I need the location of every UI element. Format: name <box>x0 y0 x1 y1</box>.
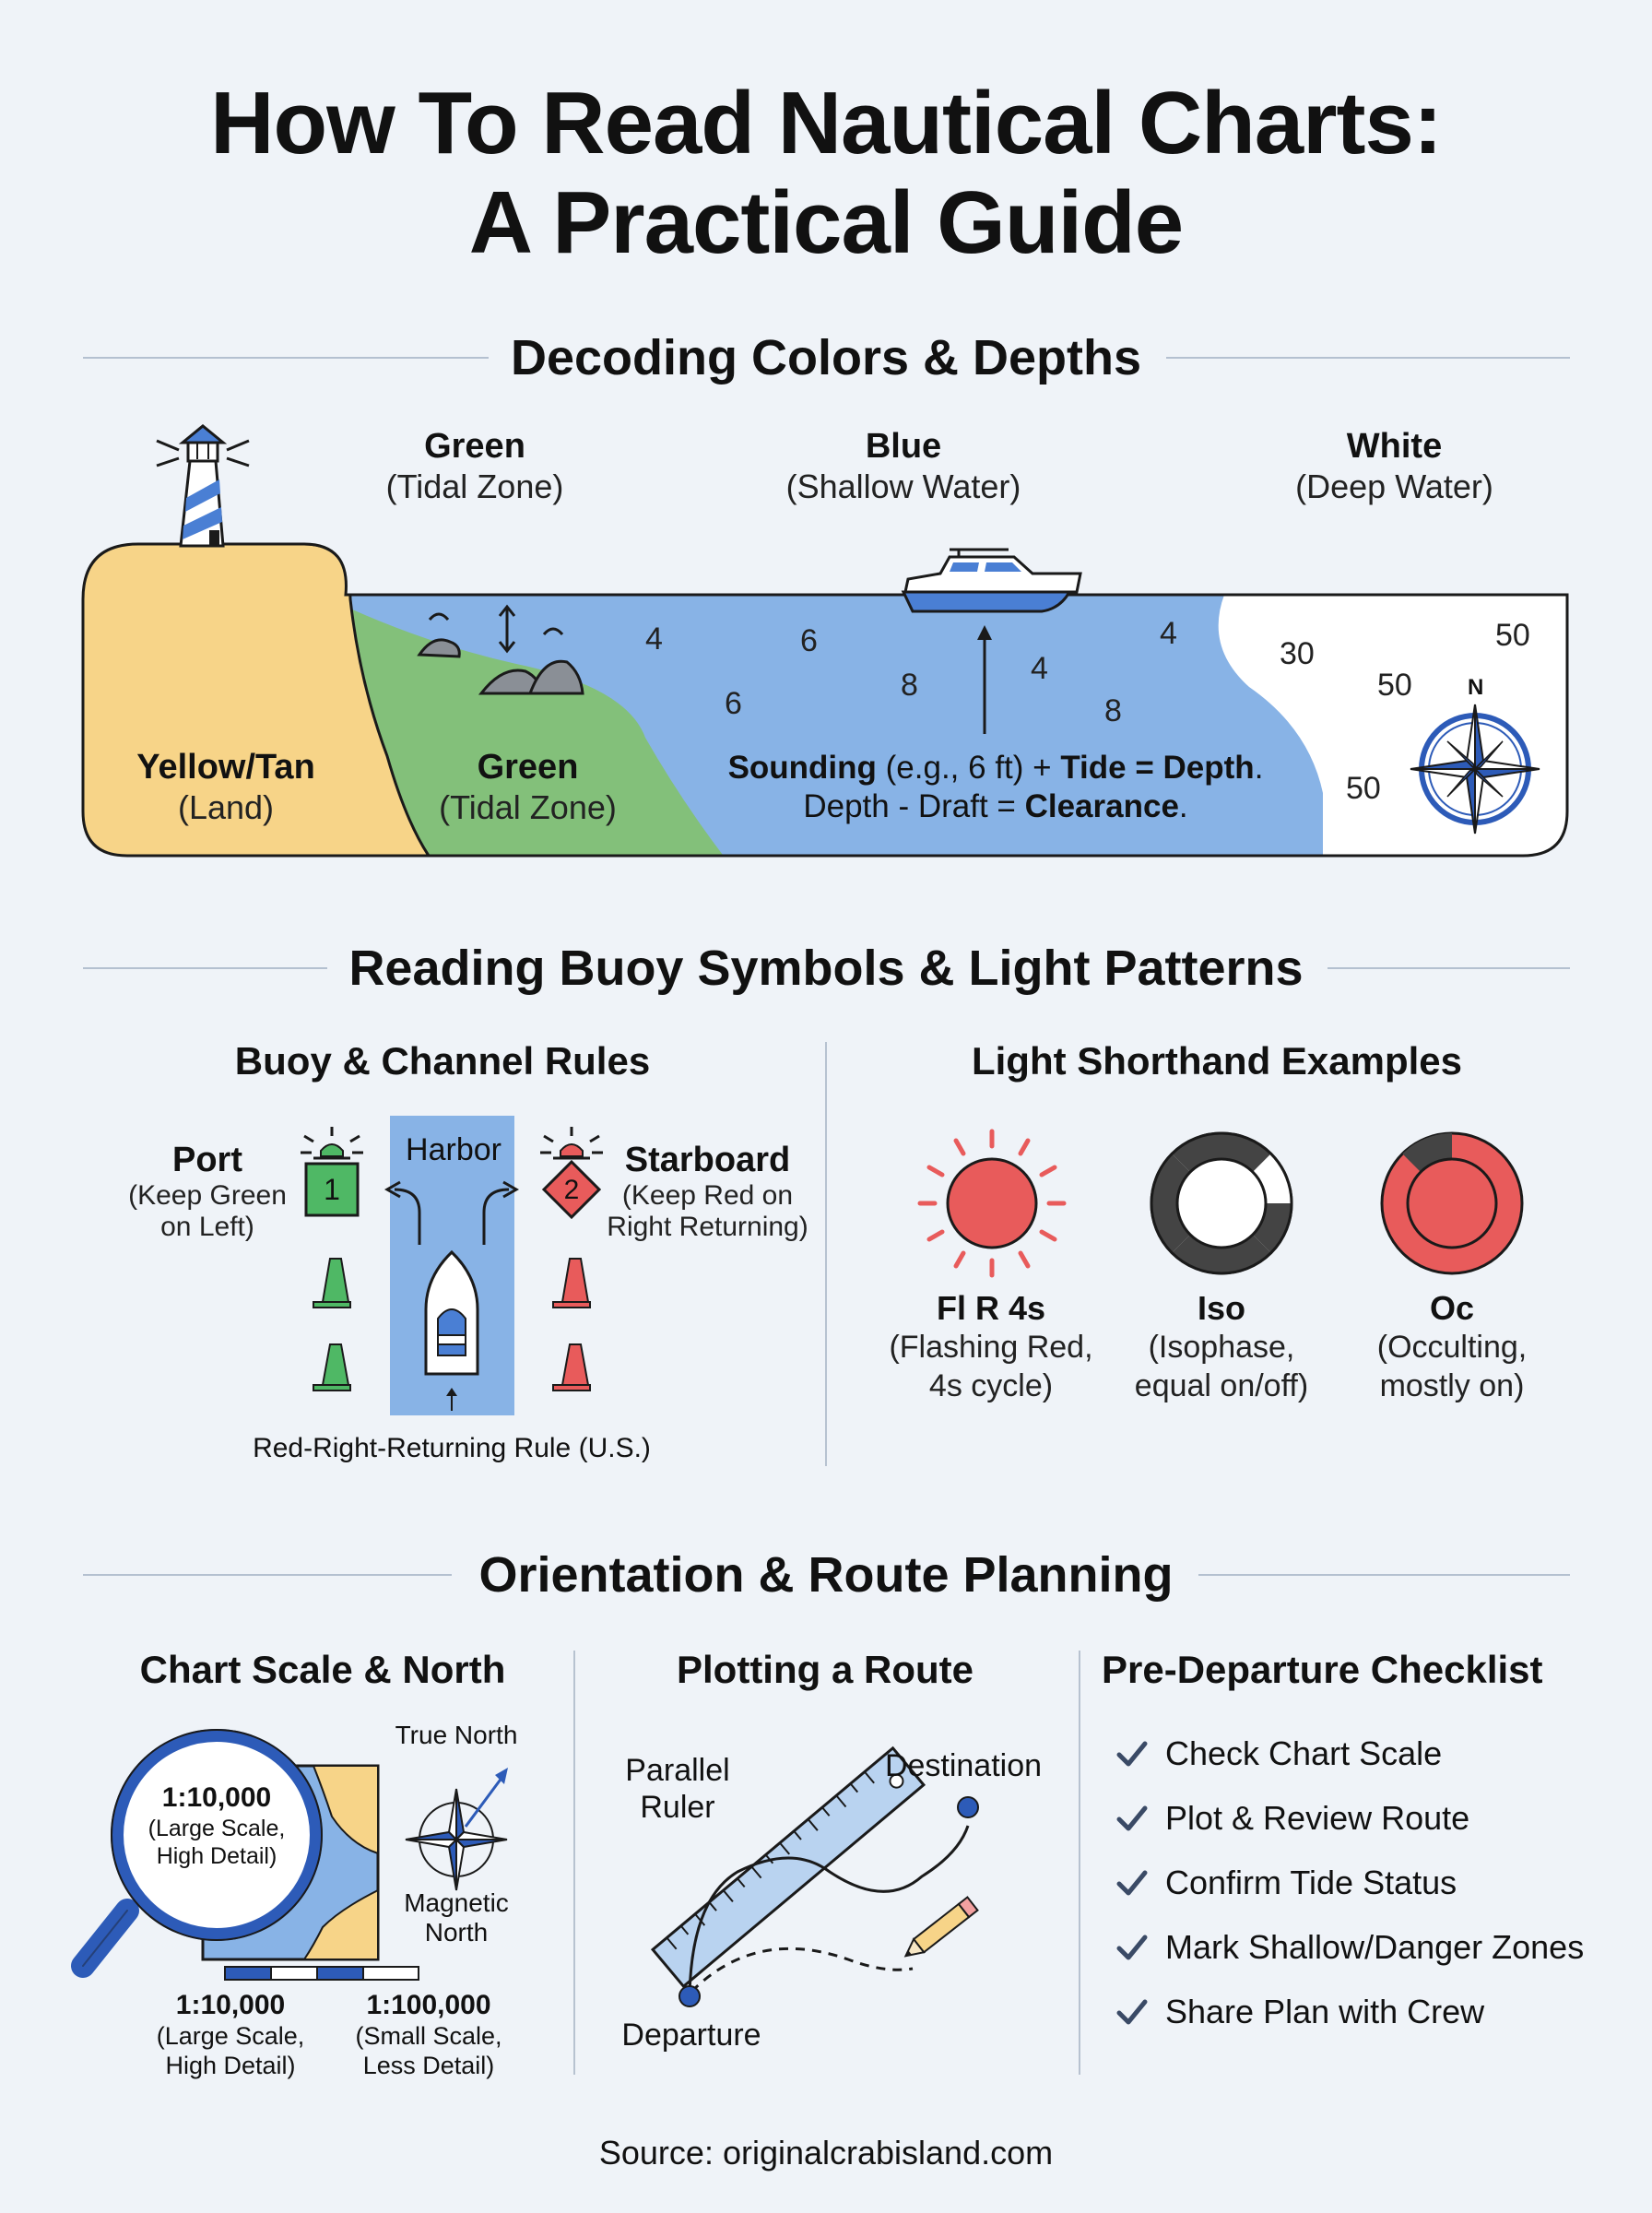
lens-scale-value: 1:10,000 <box>161 1782 272 1813</box>
magnetic-north-label <box>378 1888 535 1947</box>
large-scale-value: 1:10,000 <box>175 1990 286 2020</box>
label-tidal <box>406 747 650 828</box>
magnetic-line-1: Magnetic <box>404 1888 509 1917</box>
starboard-label <box>595 1140 820 1243</box>
north-compass-icon <box>406 1768 508 1890</box>
red-marker-icon <box>553 1259 590 1308</box>
sounding-value: 50 <box>1495 618 1530 653</box>
can-buoy-number: 1 <box>324 1173 340 1206</box>
small-scale-desc-2: Less Detail) <box>362 2052 495 2079</box>
light-item-isophase <box>1111 1289 1332 1405</box>
source-credit: Source: originalcrabisland.com <box>598 2134 1054 2172</box>
section-heading: Decoding Colors & Depths <box>510 330 1142 385</box>
formula-line-2 <box>719 787 1272 826</box>
ruler-line-2: Ruler <box>640 1790 715 1825</box>
checklist-item <box>1114 1734 1584 1774</box>
departure-label: Departure <box>621 2018 761 2053</box>
starboard-desc-line-1: (Keep Red on <box>621 1180 794 1211</box>
light-item-occulting <box>1341 1289 1563 1405</box>
label-desc: (Tidal Zone) <box>439 788 617 826</box>
formula-term: Clearance <box>1024 788 1179 824</box>
port-desc-line-1: (Keep Green <box>128 1180 287 1211</box>
label-desc: (Tidal Zone) <box>385 467 564 505</box>
column-divider <box>1079 1651 1080 2075</box>
label-desc: (Land) <box>177 788 275 826</box>
lens-desc-line-1: (Large Scale, <box>148 1816 286 1841</box>
label-desc: (Shallow Water) <box>785 467 1021 505</box>
label-name: Blue <box>865 427 942 466</box>
checkmark-icon <box>1114 1994 1150 2030</box>
harbor-label: Harbor <box>406 1132 502 1167</box>
scale-bar <box>225 1967 419 1980</box>
formula-term: Depth <box>1162 750 1255 786</box>
plotting-route-heading: Plotting a Route <box>677 1648 974 1691</box>
buoy-rules-heading: Buoy & Channel Rules <box>234 1039 651 1083</box>
light-desc-line-2: mostly on) <box>1379 1368 1525 1403</box>
title-line-1: How To Read Nautical Charts: <box>210 74 1442 172</box>
sounding-value: 50 <box>1377 668 1412 703</box>
section-colors-depths-header <box>0 330 1652 385</box>
pre-departure-checklist <box>1114 1734 1584 2032</box>
port-name: Port <box>172 1141 242 1179</box>
large-scale-desc-2: High Detail) <box>165 2052 296 2079</box>
formula-line-1 <box>719 749 1272 787</box>
label-land <box>101 747 350 828</box>
light-desc-line-1: (Flashing Red, <box>889 1330 1093 1365</box>
label-name: Green <box>477 748 579 787</box>
checkmark-icon <box>1114 1735 1150 1772</box>
checkmark-icon <box>1114 1929 1150 1966</box>
formula-text: Depth - Draft = <box>803 788 1025 824</box>
checklist-item <box>1114 1927 1584 1968</box>
checklist-item <box>1114 1863 1584 1903</box>
destination-point-icon <box>958 1797 978 1817</box>
boat-icon <box>903 550 1080 611</box>
sounding-value: 6 <box>725 686 742 721</box>
checklist-heading: Pre-Departure Checklist <box>1102 1648 1543 1691</box>
label-desc: (Deep Water) <box>1295 467 1493 505</box>
sounding-value: 4 <box>1031 651 1048 686</box>
formula-text: = <box>1126 750 1163 786</box>
sounding-value: 30 <box>1280 636 1315 671</box>
departure-point-icon <box>679 1986 700 2006</box>
red-marker-icon <box>553 1344 590 1391</box>
light-code: Oc <box>1429 1289 1475 1327</box>
column-divider <box>573 1651 575 2075</box>
formula-text: (e.g., 6 ft) + <box>876 750 1061 786</box>
depth-formula <box>719 749 1272 826</box>
label-name: White <box>1346 427 1443 466</box>
light-item-flashing <box>880 1289 1102 1405</box>
checklist-text: Check Chart Scale <box>1165 1734 1443 1772</box>
starboard-desc-line-2: Right Returning) <box>607 1212 808 1242</box>
destination-label: Destination <box>884 1748 1043 1783</box>
occulting-light-icon <box>1382 1133 1522 1273</box>
large-scale-label <box>138 1990 323 2080</box>
checklist-text: Mark Shallow/Danger Zones <box>1165 1928 1585 1966</box>
green-marker-icon <box>313 1344 350 1391</box>
small-scale-value: 1:100,000 <box>366 1990 491 2020</box>
section-buoy-light-header <box>0 941 1652 996</box>
ruler-line-1: Parallel <box>625 1753 730 1788</box>
sounding-value: 8 <box>1104 693 1122 728</box>
section-heading: Orientation & Route Planning <box>478 1547 1174 1603</box>
starboard-name: Starboard <box>624 1141 791 1179</box>
checklist-item <box>1114 1798 1584 1839</box>
sounding-value: 8 <box>901 668 918 703</box>
port-label <box>101 1140 313 1243</box>
light-desc-line-2: equal on/off) <box>1134 1368 1309 1403</box>
large-scale-desc-1: (Large Scale, <box>156 2022 305 2050</box>
port-desc-line-2: on Left) <box>160 1212 254 1242</box>
dashed-route-line <box>691 1948 913 1992</box>
light-desc-line-1: (Isophase, <box>1148 1330 1295 1365</box>
pencil-icon <box>901 1898 978 1963</box>
formula-text: . <box>1254 750 1264 786</box>
isophase-light-icon <box>1151 1133 1292 1273</box>
checklist-text: Confirm Tide Status <box>1165 1864 1457 1901</box>
small-scale-desc-1: (Small Scale, <box>355 2022 502 2050</box>
lighthouse-icon <box>157 426 249 546</box>
checkmark-icon <box>1114 1800 1150 1837</box>
chart-scale-heading: Chart Scale & North <box>139 1648 506 1691</box>
sounding-value: 50 <box>1346 771 1381 806</box>
sounding-value: 4 <box>645 621 663 657</box>
true-north-label: True North <box>395 1721 518 1749</box>
light-patterns-graphic <box>885 1106 1549 1291</box>
light-desc-line-1: (Occulting, <box>1376 1330 1528 1365</box>
checklist-text: Plot & Review Route <box>1165 1799 1470 1837</box>
lens-desc-line-2: High Detail) <box>156 1843 277 1869</box>
nun-buoy-number: 2 <box>563 1175 580 1205</box>
light-code: Iso <box>1197 1289 1245 1327</box>
checklist-text: Share Plan with Crew <box>1165 1993 1485 2030</box>
compass-north-label: N <box>1468 675 1484 700</box>
page-title <box>0 74 1652 273</box>
light-code: Fl R 4s <box>936 1289 1046 1327</box>
magnetic-line-2: North <box>424 1918 489 1947</box>
formula-term: Tide <box>1060 750 1127 786</box>
section-heading: Reading Buoy Symbols & Light Patterns <box>348 941 1304 996</box>
checklist-item <box>1114 1992 1584 2032</box>
label-name: Yellow/Tan <box>136 748 315 787</box>
formula-term: Sounding <box>727 750 877 786</box>
small-scale-label <box>336 1990 521 2080</box>
sounding-value: 4 <box>1160 616 1177 651</box>
chart-scale-graphic <box>55 1724 572 2001</box>
green-marker-icon <box>313 1259 350 1308</box>
parallel-ruler-label <box>599 1752 756 1826</box>
sounding-value: 6 <box>800 623 818 658</box>
section-orientation-header <box>0 1547 1652 1603</box>
checkmark-icon <box>1114 1864 1150 1901</box>
light-desc-line-2: 4s cycle) <box>928 1368 1054 1403</box>
lens-scale-label <box>138 1781 295 1870</box>
label-name: Green <box>424 427 525 466</box>
flashing-red-light-icon <box>920 1131 1064 1275</box>
formula-text: . <box>1178 788 1188 824</box>
red-right-returning-rule: Red-Right-Returning Rule (U.S.) <box>253 1433 651 1463</box>
title-line-2: A Practical Guide <box>468 173 1184 272</box>
light-shorthand-heading: Light Shorthand Examples <box>971 1039 1463 1083</box>
